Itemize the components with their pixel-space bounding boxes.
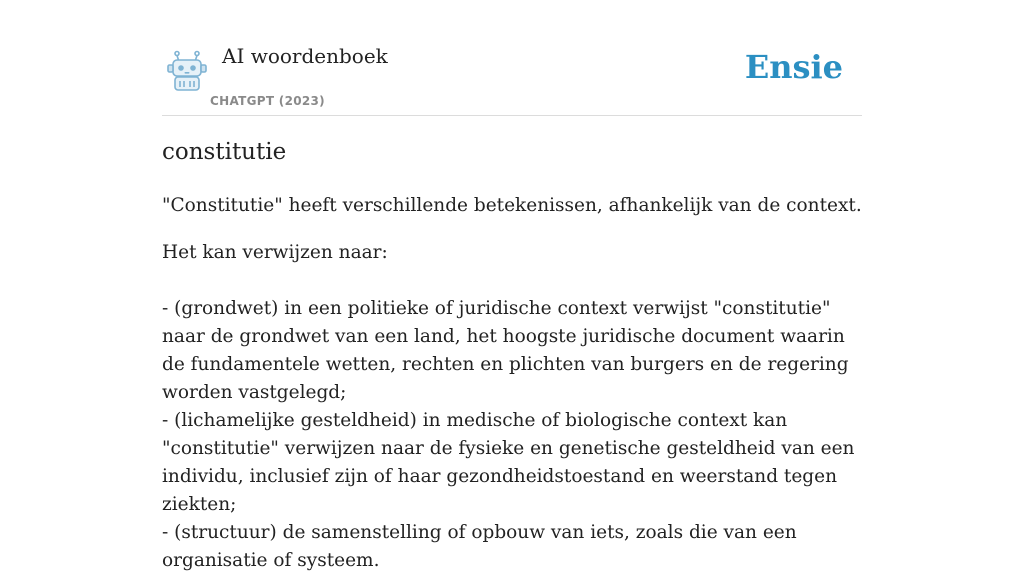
brand-logo[interactable]: Ensie [744,48,843,86]
definition-item: - (structuur) de samenstelling of opbouw van iets, zoals die van een organisatie of systeem. [162,522,797,571]
source-title[interactable]: AI woordenboek [222,44,388,68]
definition-item: - (grondwet) in een politieke of juridische context verwijst "constitutie" naar de grondwet van een land, het hoogste juridische document waarin de fundamentele wetten, rechten en plichten van burgers en de regering worden vastgelegd; [162,298,849,403]
source-header [162,0,862,116]
definition-list [162,295,872,575]
entry-intro: "Constitutie" heeft verschillende betekenissen, afhankelijk van de context. [162,195,862,216]
entry-term: constitutie [162,139,287,165]
source-meta: CHATGPT (2023) [210,94,325,108]
robot-icon [166,50,208,92]
entry-lead: Het kan verwijzen naar: [162,242,388,263]
definition-item: - (lichamelijke gesteldheid) in medische of biologische context kan "constitutie" verwijzen naar de fysieke en genetische gesteldheid van een individu, inclusief zijn of haar gezondheidstoestand en weerstand tegen ziekten; [162,410,855,515]
